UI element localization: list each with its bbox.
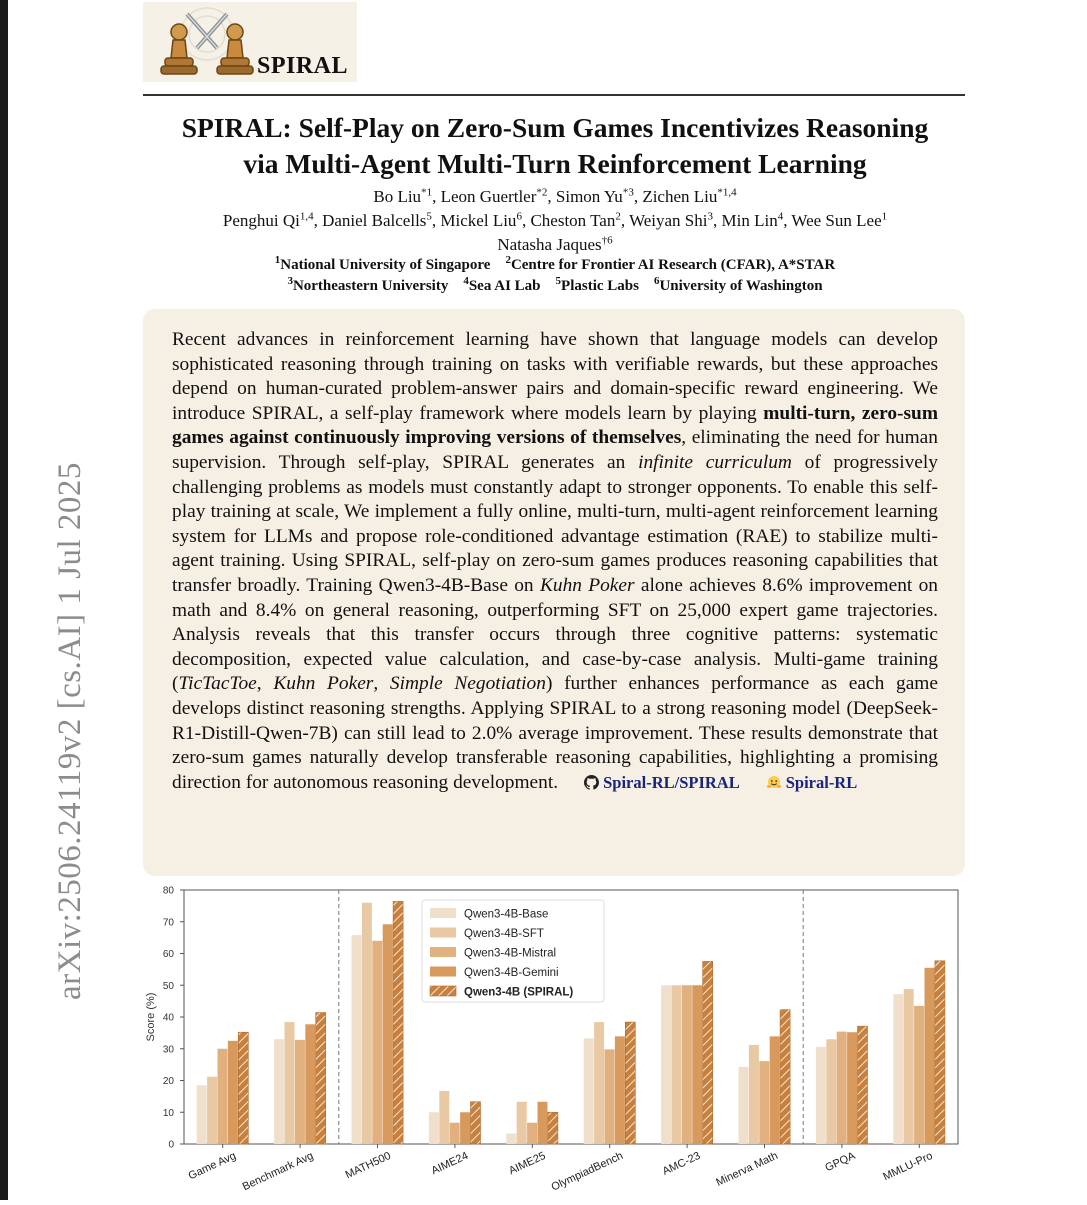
legend-swatch (430, 908, 456, 918)
legend-entry: Qwen3-4B-Gemini (464, 967, 559, 979)
affiliations (120, 255, 990, 297)
legend-swatch (430, 967, 456, 977)
person-entry (556, 187, 634, 206)
entry-name: National University of Singapore (280, 257, 491, 273)
bar-qwen3-4b-gemini-mmlu-pro (925, 968, 935, 1144)
author-line-1: Bo Liu$^{*1}$, Leon Guertler$^{*2}$, Simon Yu$^{*3}$, Zichen Liu$^{*1,4}$ (373, 186, 737, 206)
results-bar-chart (140, 878, 970, 1200)
y-tick-label: 30 (162, 1044, 174, 1056)
bar-qwen3-4b-base-math500 (352, 935, 362, 1144)
bar-qwen3-4b-sft-mmlu-pro (904, 989, 914, 1144)
entry-name: Simon Yu (555, 187, 623, 206)
y-tick-label: 60 (162, 949, 174, 960)
entry-superscript: *1,4 (717, 186, 737, 199)
bar-qwen3-4b-base-olympiadbench (584, 1038, 594, 1144)
github-icon (584, 775, 599, 790)
bar-qwen3-4b-gemini-benchmark-avg (305, 1024, 315, 1144)
author-line-2: Penghui Qi$^{1,4}$, Daniel Balcells$^5$, Mickel Liu$^6$, Cheston Tan$^2$, Weiyan Shi$^3$, Min Lin$^4$, Wee Sun Lee$^1$ (222, 210, 888, 230)
entry-superscript: 6 (516, 210, 522, 223)
x-tick-label: Benchmark Avg (240, 1149, 316, 1194)
bar-qwen3-4b-mistral-math500 (372, 941, 382, 1144)
bar-qwen3-4b-spiral--minerva-math (780, 1010, 790, 1144)
bar-qwen3-4b-mistral-gpqa (837, 1032, 847, 1144)
entry-name: Bo Liu (373, 187, 422, 206)
legend-swatch (430, 986, 456, 996)
legend-swatch (430, 947, 456, 957)
bar-qwen3-4b-spiral--aime25 (548, 1112, 558, 1144)
x-tick-label: AMC-23 (660, 1149, 703, 1178)
entry-name: University of Washington (659, 278, 823, 294)
entry-name: Sea AI Lab (468, 278, 541, 294)
bar-qwen3-4b-spiral--gpqa (858, 1026, 868, 1144)
bar-qwen3-4b-spiral--mmlu-pro (935, 961, 945, 1144)
abstract-text: Recent advances in reinforcement learning have shown that language models can develop sophisticated reasoning through training on tasks with verifiable rewards, but these approaches depend on human-curated problem-answer pairs and domain-specific reward engineering. We introduce SPIRAL, a self-play framework where models learn by playing multi-turn, zero-sum games against continuously improving versions of themselves, eliminating the need for human supervision. Through self-play, SPIRAL generates an infinite curriculum of progressively challenging problems as models must constantly adapt to stronger opponents. To enable this self-play training at scale, We implement a fully online, multi-turn, multi-agent reinforcement learning system for LLMs and propose role-conditioned advantage estimation (RAE) to stabilize multi-agent training. Using SPIRAL, self-play on zero-sum games produces reasoning capabilities that transfer broadly. Training Qwen3-4B-Base on Kuhn Poker alone achieves 8.6% improvement on math and 8.4% on general reasoning, outperforming SFT on 25,000 expert game trajectories. Analysis reveals that this transfer occurs through three cognitive patterns: systematic decomposition, expected value calculation, and case-by-case analysis. Multi-game training (TicTacToe, Kuhn Poker, Simple Negotiation) further enhances performance as each game develops distinct reasoning strengths. Applying SPIRAL to a strong reasoning model (DeepSeek-R1-Distill-Qwen-7B) can still lead to 2.0% average improvement. These results demonstrate that zero-sum games naturally develop transferable reasoning capabilities, highlighting a promising direction for autonomous reasoning development. Spiral-RL/SPIRAL Spiral-RL (172, 329, 939, 793)
bar-qwen3-4b-spiral--benchmark-avg (316, 1013, 326, 1144)
entry-superscript: 1 (274, 254, 281, 266)
affiliation-line-2 (120, 276, 990, 297)
legend-swatch (430, 928, 456, 938)
person-entry (441, 187, 548, 206)
entry-superscript: 3 (287, 275, 293, 287)
huggingface-link[interactable]: Spiral-RL (766, 773, 858, 792)
entry-superscript: 2 (615, 210, 621, 223)
person-entry (223, 211, 314, 230)
bar-qwen3-4b-sft-game-avg (207, 1077, 217, 1144)
bar-qwen3-4b-mistral-aime25 (527, 1123, 537, 1144)
entry-superscript: *1 (421, 186, 433, 199)
affiliation-line-1 (120, 255, 990, 276)
bar-qwen3-4b-base-game-avg (197, 1085, 207, 1144)
bar-qwen3-4b-base-aime24 (429, 1112, 439, 1144)
bar-qwen3-4b-sft-olympiadbench (594, 1022, 604, 1144)
entry-name: Mickel Liu (440, 211, 517, 230)
bar-qwen3-4b-base-minerva-math (739, 1067, 749, 1144)
bar-chart-svg (140, 878, 970, 1200)
bar-qwen3-4b-base-benchmark-avg (274, 1039, 284, 1144)
bar-qwen3-4b-sft-aime25 (517, 1102, 527, 1144)
bar-qwen3-4b-mistral-minerva-math (759, 1061, 769, 1144)
bar-qwen3-4b-mistral-game-avg (218, 1049, 228, 1144)
bar-qwen3-4b-gemini-game-avg (228, 1041, 238, 1144)
entry-name: Daniel Balcells (322, 211, 427, 230)
title-line-1: SPIRAL: Self-Play on Zero-Sum Games Incentivizes Reasoning (181, 112, 929, 143)
person-entry (555, 275, 639, 294)
bar-qwen3-4b-mistral-benchmark-avg (295, 1040, 305, 1144)
bar-qwen3-4b-mistral-aime24 (450, 1123, 460, 1144)
bar-qwen3-4b-sft-gpqa (826, 1039, 836, 1144)
bar-qwen3-4b-gemini-olympiadbench (615, 1036, 625, 1144)
entry-superscript: 3 (707, 210, 713, 223)
logo-text: SPIRAL (257, 53, 349, 79)
bar-qwen3-4b-base-amc-23 (661, 985, 671, 1144)
person-entry (629, 211, 713, 230)
entry-name: Cheston Tan (530, 211, 616, 230)
bar-qwen3-4b-base-gpqa (816, 1047, 826, 1144)
entry-name: Wee Sun Lee (791, 211, 882, 230)
person-entry (373, 187, 432, 206)
bar-qwen3-4b-spiral--amc-23 (703, 961, 713, 1144)
entry-name: Natasha Jaques (497, 235, 602, 254)
entry-name: Plastic Labs (561, 278, 639, 294)
person-entry (505, 254, 836, 273)
person-entry (530, 211, 620, 230)
entry-name: Min Lin (721, 211, 778, 230)
bar-qwen3-4b-spiral--game-avg (238, 1032, 248, 1144)
entry-superscript: 1 (881, 210, 888, 223)
entry-name: Penghui Qi (222, 211, 300, 230)
x-tick-label: Game Avg (186, 1149, 238, 1183)
entry-name: Centre for Frontier AI Research (CFAR), A*STAR (510, 257, 836, 273)
bar-qwen3-4b-sft-math500 (362, 903, 372, 1144)
x-tick-label: AIME25 (507, 1149, 548, 1178)
bar-qwen3-4b-sft-aime24 (439, 1091, 449, 1144)
entry-name: Weiyan Shi (629, 211, 708, 230)
entry-name: Leon Guertler (440, 187, 537, 206)
person-entry (287, 275, 449, 294)
y-tick-label: 40 (162, 1012, 174, 1024)
bar-qwen3-4b-gemini-aime25 (538, 1102, 548, 1144)
bar-qwen3-4b-mistral-amc-23 (682, 985, 692, 1144)
bar-qwen3-4b-sft-minerva-math (749, 1045, 759, 1144)
bar-qwen3-4b-gemini-amc-23 (692, 985, 702, 1144)
entry-name: Zichen Liu (642, 187, 718, 206)
legend-entry: Qwen3-4B-Mistral (464, 947, 557, 960)
title-line-2: via Multi-Agent Multi-Turn Reinforcement Learning (243, 148, 867, 179)
bar-qwen3-4b-gemini-gpqa (847, 1032, 857, 1144)
x-tick-label: MMLU-Pro (881, 1149, 935, 1184)
entry-name: Northeastern University (292, 278, 449, 294)
x-tick-label: Minerva Math (714, 1149, 780, 1189)
entry-superscript: 5 (555, 275, 562, 287)
legend-entry: Qwen3-4B (SPIRAL) (464, 986, 574, 999)
y-tick-label: 0 (168, 1139, 174, 1151)
y-axis-label: Score (%) (145, 992, 157, 1042)
bar-qwen3-4b-base-aime25 (506, 1134, 516, 1144)
y-tick-label: 80 (162, 885, 174, 897)
legend-entry: Qwen3-4B-SFT (464, 928, 544, 940)
person-entry (274, 254, 491, 273)
entry-superscript: *2 (536, 186, 548, 199)
y-tick-label: 10 (162, 1107, 174, 1119)
arxiv-identifier: arXiv:2506.24119v2 [cs.AI] 1 Jul 2025 (52, 462, 88, 1000)
page-edge (0, 0, 8, 1200)
entry-superscript: 2 (505, 254, 511, 266)
bar-qwen3-4b-spiral--math500 (393, 901, 403, 1144)
bar-qwen3-4b-sft-amc-23 (672, 985, 682, 1144)
person-entry (642, 187, 736, 206)
entry-superscript: 5 (426, 210, 432, 223)
bar-qwen3-4b-spiral--aime24 (471, 1102, 481, 1144)
entry-superscript: 4 (777, 210, 784, 223)
header-rule (143, 94, 965, 96)
person-entry (463, 275, 541, 294)
bar-qwen3-4b-mistral-mmlu-pro (914, 1006, 924, 1144)
bar-qwen3-4b-gemini-minerva-math (770, 1036, 780, 1144)
y-tick-label: 20 (162, 1076, 174, 1087)
person-entry (722, 211, 784, 230)
x-tick-label: OlympiadBench (549, 1149, 625, 1194)
person-entry (440, 211, 522, 230)
huggingface-icon (766, 775, 782, 790)
github-link[interactable]: Spiral-RL/SPIRAL (584, 773, 740, 792)
paper-title (120, 110, 990, 182)
person-entry (791, 211, 887, 230)
bar-qwen3-4b-spiral--olympiadbench (625, 1022, 635, 1144)
entry-superscript: *3 (622, 186, 634, 199)
y-tick-label: 50 (162, 980, 174, 992)
entry-superscript: 6 (653, 275, 660, 287)
y-tick-label: 70 (162, 917, 174, 929)
bar-qwen3-4b-sft-benchmark-avg (285, 1022, 295, 1144)
entry-superscript: †6 (601, 234, 613, 247)
author-list (120, 185, 990, 257)
x-tick-label: GPQA (823, 1149, 858, 1175)
entry-superscript: 4 (463, 275, 469, 287)
person-entry (653, 275, 823, 294)
legend-entry: Qwen3-4B-Base (464, 908, 549, 921)
bar-qwen3-4b-gemini-math500 (383, 924, 393, 1144)
person-entry (322, 211, 432, 230)
author-line-3 (120, 233, 990, 257)
bar-qwen3-4b-base-mmlu-pro (893, 994, 903, 1144)
bar-qwen3-4b-gemini-aime24 (460, 1112, 470, 1144)
x-tick-label: MATH500 (343, 1149, 393, 1182)
entry-superscript: 1,4 (299, 210, 314, 223)
x-tick-label: AIME24 (429, 1149, 471, 1178)
bar-qwen3-4b-mistral-olympiadbench (605, 1049, 615, 1144)
abstract-box (143, 309, 965, 876)
person-entry (497, 235, 612, 254)
